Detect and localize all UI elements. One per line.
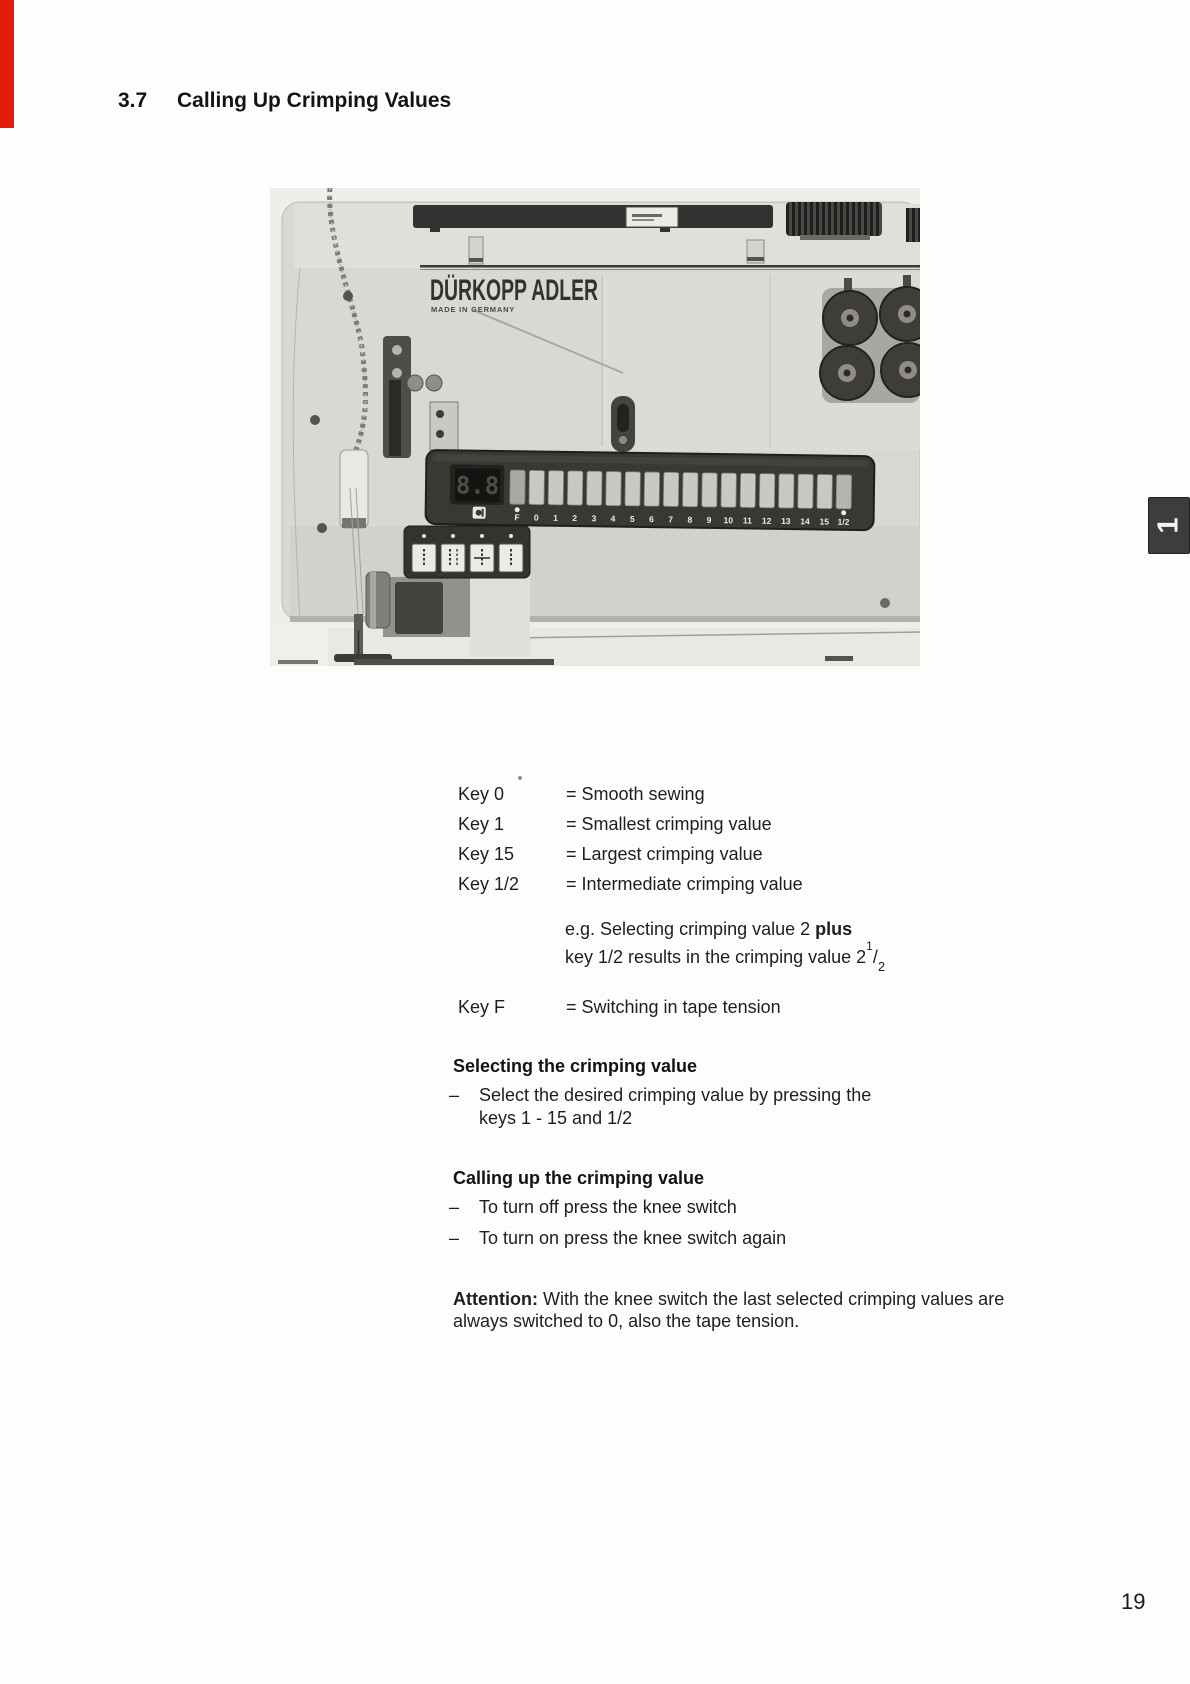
legend-key: Key 0 [458, 784, 505, 804]
fraction-slash: / [872, 947, 878, 967]
function-led-dot [480, 534, 484, 538]
body-screw [343, 291, 353, 301]
top-bar-label-text-mark [632, 219, 654, 221]
table-mark [825, 656, 853, 661]
latch-block [430, 402, 458, 450]
legend-row-key-f [458, 996, 781, 1018]
legend-row [458, 783, 705, 805]
panel-key-label: 2 [572, 513, 578, 524]
machine-photo [270, 188, 920, 666]
arm-edge-line-2 [420, 269, 920, 270]
latch-screw [436, 410, 444, 418]
page-number: 19 [1121, 1589, 1146, 1614]
panel-key-label: 15 [819, 516, 830, 527]
attention-paragraph [453, 1288, 1113, 1332]
bullet-dash: – [449, 1085, 460, 1105]
thread-guide-post-base [342, 518, 366, 528]
panel-key-label: 6 [649, 514, 654, 525]
legend-key: Key F [458, 997, 506, 1017]
tension-spring [844, 278, 852, 292]
legend-key: Key 1/2 [458, 874, 520, 894]
bracket-slide-bar [389, 380, 401, 456]
function-key-stitch-4 [499, 544, 523, 572]
example-line1: e.g. Selecting crimping value 2 [565, 919, 816, 939]
panel-key-label: 11 [742, 515, 753, 526]
panel-key [836, 475, 851, 509]
attention-line2: always switched to 0, also the tape tension. [453, 1311, 800, 1331]
arm-edge-line [420, 265, 920, 268]
led-display-value: 8.8 [455, 471, 500, 500]
thread-post-base [469, 258, 483, 262]
panel-key-label: 4 [610, 513, 616, 524]
brand-subtitle: MADE IN GERMANY [431, 305, 516, 314]
panel-key [529, 470, 544, 504]
panel-key [510, 470, 525, 504]
panel-key [548, 471, 563, 505]
panel-key [663, 472, 678, 506]
panel-key-label: 9 [706, 514, 712, 525]
panel-key-label: F [514, 512, 520, 523]
slot-fitting-inner [617, 404, 629, 432]
panel-key-label: 13 [781, 515, 791, 527]
thread-post-base [747, 257, 764, 261]
chapter-side-tab [1148, 497, 1190, 554]
section-heading-selecting: Selecting the crimping value [453, 1056, 698, 1076]
right-knob [906, 208, 920, 242]
bullet-line-2: keys 1 - 15 and 1/2 [479, 1108, 633, 1128]
body-screw [880, 598, 890, 608]
needle-housing-block [395, 582, 443, 634]
base-column [470, 577, 530, 657]
body-screw [310, 415, 320, 425]
bullet-text [479, 1084, 871, 1130]
handwheel-base [800, 235, 870, 240]
function-led-dot [509, 534, 513, 538]
machine-top-bar [413, 205, 773, 228]
top-bar-leg [430, 227, 440, 232]
example-paragraph [565, 918, 885, 975]
function-led-dot [422, 534, 426, 538]
bracket-screw [392, 368, 402, 378]
legend-row [458, 843, 763, 865]
panel-key-label: 12 [761, 515, 772, 526]
top-bar-label-text-mark [632, 214, 662, 217]
panel-key-label: 5 [629, 513, 635, 524]
panel-key-label: 7 [668, 514, 674, 525]
handwheel-knob [786, 202, 882, 236]
function-key-stitch-1 [412, 544, 436, 572]
attention-label: Attention: [453, 1289, 538, 1309]
legend-value: = Largest crimping value [566, 844, 763, 864]
panel-key [587, 471, 602, 505]
chapter-side-tab-label: 1 [1152, 517, 1185, 534]
panel-key [798, 474, 813, 508]
panel-key-label: 1/2 [837, 516, 850, 527]
function-led-dot [451, 534, 455, 538]
fraction-numerator: 1 [866, 939, 873, 953]
legend-row [458, 813, 772, 835]
example-line1-bold: plus [815, 919, 853, 939]
cylinder-highlight [370, 572, 376, 628]
section-heading-calling: Calling up the crimping value [453, 1168, 705, 1188]
panel-key-label: 3 [591, 513, 597, 524]
legend-value: = Smooth sewing [566, 784, 705, 804]
bullet-line-1: Select the desired crimping value by pressing the [479, 1085, 872, 1105]
panel-key [817, 474, 832, 508]
bracket-screw [392, 345, 402, 355]
bullet-text: To turn on press the knee switch again [479, 1228, 787, 1248]
panel-key [740, 473, 755, 507]
section-number: 3.7 [118, 89, 148, 112]
panel-key [759, 474, 774, 508]
panel-key [721, 473, 736, 507]
legend-row [458, 873, 803, 895]
scan-artifact-dot [518, 776, 522, 780]
legend-key: Key 1 [458, 814, 505, 834]
panel-key-label: 0 [533, 512, 539, 523]
red-corner-mark [0, 0, 14, 128]
panel-key [702, 473, 717, 507]
panel-key-label: 14 [800, 516, 810, 527]
panel-key [779, 474, 794, 508]
panel-key [606, 471, 621, 505]
legend-value: = Smallest crimping value [566, 814, 772, 834]
bullet-text: To turn off press the knee switch [479, 1197, 737, 1217]
panel-key [683, 473, 698, 507]
page-title: Calling Up Crimping Values [177, 89, 452, 112]
bullet-dash: – [449, 1197, 460, 1217]
legend-value: = Intermediate crimping value [566, 874, 803, 894]
control-panel [425, 450, 874, 530]
function-key-stitch-2 [441, 544, 465, 572]
da-logo-mark-2 [482, 509, 484, 517]
legend-value: = Switching in tape tension [566, 997, 781, 1017]
function-key-stitch-3 [470, 544, 494, 572]
legend-key: Key 15 [458, 844, 515, 864]
brand-logo-text: DÜRKOPP ADLER [430, 274, 599, 307]
panel-key [567, 471, 582, 505]
panel-key-label: 8 [687, 514, 693, 525]
fraction-denominator: 2 [877, 958, 886, 974]
top-bar-leg [660, 227, 670, 232]
foot-base-strip [354, 659, 554, 665]
panel-key [625, 472, 640, 506]
table-mark-left [278, 660, 318, 664]
guide-roller [426, 375, 442, 391]
panel-key [644, 472, 659, 506]
example-line2: key 1/2 results in the crimping value 2 [565, 947, 867, 967]
needle-bar-cylinder [366, 572, 390, 628]
latch-screw [436, 430, 444, 438]
panel-key-label: 10 [723, 515, 734, 526]
slot-fitting-screw [619, 436, 627, 444]
panel-key-label: 1 [553, 512, 558, 523]
thread-guide-post [340, 450, 368, 528]
guide-roller [407, 375, 423, 391]
bullet-dash: – [449, 1228, 460, 1248]
function-key-panel [404, 526, 530, 578]
body-screw [317, 523, 327, 533]
attention-line1: With the knee switch the last selected crimping values are [537, 1289, 1005, 1309]
